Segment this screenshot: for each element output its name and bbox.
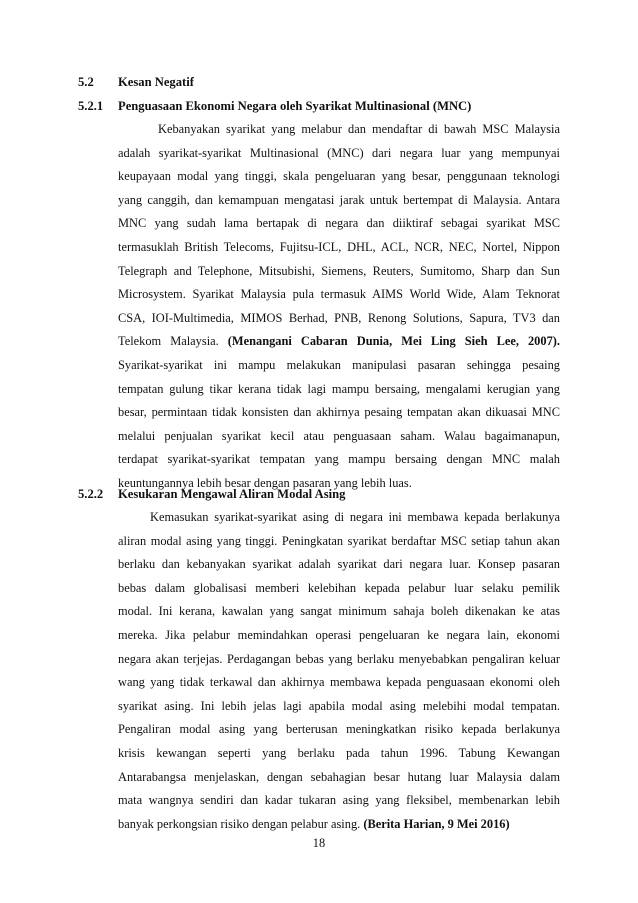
section-title: Kesukaran Mengawal Aliran Modal Asing [118, 487, 346, 501]
citation: (Menangani Cabaran Dunia, Mei Ling Sieh Lee, 2007). [227, 334, 560, 349]
section-heading-5-2-1 [78, 98, 471, 114]
text-line: besar, permintaan tidak konsisten dan akhirnya pesaing tempatan akan dikuasai MNC [118, 405, 560, 420]
text-line: tempatan gulung tikar kerana tidak lagi mampu bersaing, mengalami kerugian yang [118, 381, 560, 396]
text-line: Kebanyakan syarikat yang melabur dan mendaftar di bawah MSC Malaysia [158, 122, 560, 136]
text-line: terdapat syarikat-syarikat tempatan yang mampu bersaing dengan MNC malah [118, 452, 560, 467]
text-line: MNC yang sudah lama bertapak di negara dan diiktiraf sebagai syarikat MSC [118, 216, 560, 231]
section-number: 5.2.1 [78, 99, 104, 113]
text-line-with-citation [118, 813, 560, 837]
text-line: negara akan terjejas. Perdagangan bebas yang berlaku menyebabkan pengaliran keluar [118, 651, 560, 666]
text-line: Microsystem. Syarikat Malaysia pula termasuk AIMS World Wide, Alam Teknorat [118, 287, 560, 302]
text-segment: banyak perkongsian risiko dengan pelabur asing. [118, 816, 364, 831]
text-line: modal. Ini kerana, kawalan yang sangat minimum sahaja boleh dikenakan ke atas [118, 604, 560, 619]
paragraph-mnc [118, 118, 560, 496]
text-line: aliran modal asing yang tinggi. Peningkatan syarikat berdaftar MSC setiap tahun akan [118, 533, 560, 548]
text-line: Antarabangsa menjelaskan, dengan sebahagian besar hutang luar Malaysia dalam [118, 769, 560, 784]
text-line: CSA, IOI-Multimedia, MIMOS Berhad, PNB, Renong Solutions, Sapura, TV3 dan [118, 310, 560, 325]
text-line-with-citation [118, 330, 560, 354]
text-line: keupayaan modal yang tinggi, skala pengeluaran yang besar, penggunaan teknologi [118, 169, 560, 184]
citation: (Berita Harian, 9 Mei 2016) [363, 816, 510, 831]
section-number: 5.2 [78, 75, 94, 89]
text-line: syarikat asing. Ini lebih jelas lagi apabila modal asing melebihi modal tempatan. [118, 698, 560, 713]
text-line: wang yang tidak terkawal dan akhirnya membawa kepada penguasaan ekonomi oleh [118, 675, 560, 690]
text-line: mata wangnya sendiri dan kadar tukaran asing yang fleksibel, membenarkan lebih [118, 793, 560, 808]
text-line: Pengaliran modal asing yang berterusan meningkatkan risiko kepada berlakunya [118, 722, 560, 737]
page-number: 18 [312, 836, 326, 850]
text-line: berlaku dan kebanyakan syarikat adalah syarikat dari negara luar. Konsep pasaran [118, 557, 560, 572]
section-heading-5-2 [78, 74, 194, 90]
text-line: melalui penjualan syarikat kecil atau penguasaan saham. Walau bagaimanapun, [118, 428, 560, 443]
text-line: mereka. Jika pelabur memindahkan operasi pengeluaran ke negara lain, ekonomi [118, 627, 560, 642]
text-line: termasuklah British Telecoms, Fujitsu-ICL, DHL, ACL, NCR, NEC, Nortel, Nippon [118, 239, 560, 254]
section-title: Penguasaan Ekonomi Negara oleh Syarikat Multinasional (MNC) [118, 99, 472, 113]
text-line: Telegraph and Telephone, Mitsubishi, Siemens, Reuters, Sumitomo, Sharp dan Sun [118, 263, 560, 278]
text-line: krisis kewangan seperti yang berlaku pada tahun 1996. Tabung Kewangan [118, 745, 560, 760]
text-line: Kemasukan syarikat-syarikat asing di negara ini membawa kepada berlakunya [150, 510, 560, 524]
paragraph-modal-asing [118, 506, 560, 836]
text-segment: Telekom Malaysia. [118, 334, 228, 349]
text-line: Syarikat-syarikat ini mampu melakukan manipulasi pasaran sehingga pesaing [118, 357, 560, 372]
text-line: adalah syarikat-syarikat Multinasional (MNC) dari negara luar yang mempunyai [118, 145, 560, 160]
section-heading-5-2-2 [78, 486, 345, 502]
section-title: Kesan Negatif [118, 75, 194, 89]
text-line: bebas dalam globalisasi memberi kelebihan kepada pelabur luar selaku pemilik [118, 580, 560, 595]
text-line: keuntungannya lebih besar dengan pasaran yang lebih luas. [118, 475, 412, 490]
section-number: 5.2.2 [78, 487, 104, 501]
text-line: yang canggih, dan kemampuan mengatasi jarak untuk bertempat di Malaysia. Antara [118, 192, 560, 207]
